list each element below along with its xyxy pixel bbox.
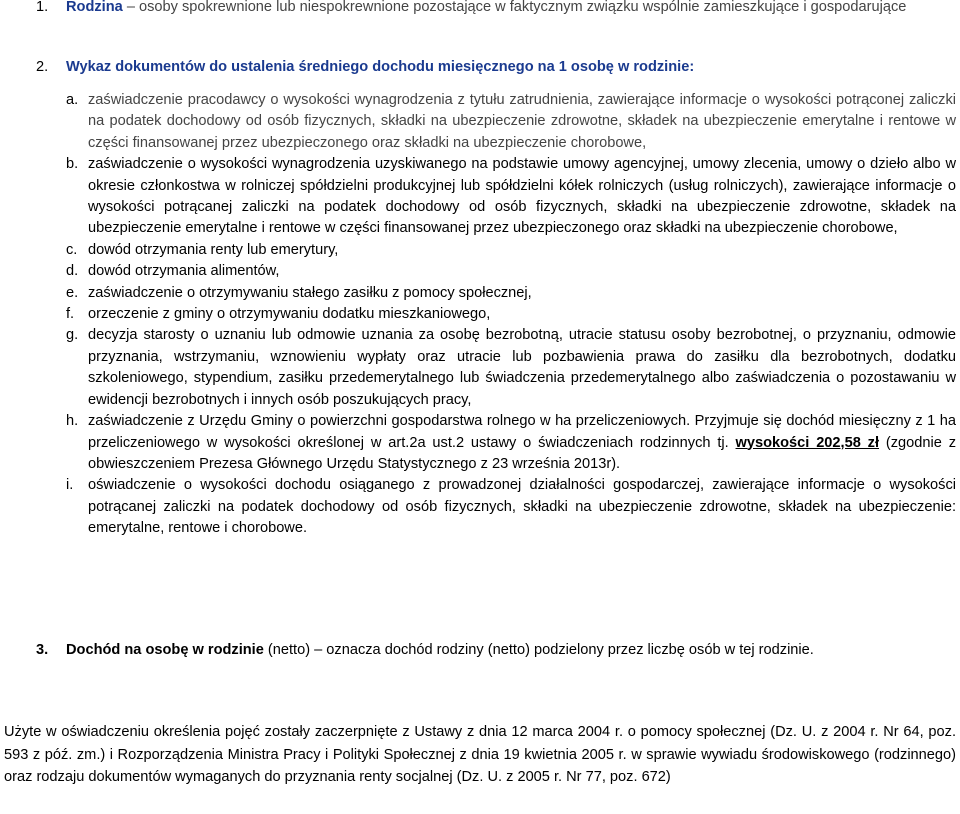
list-item bbox=[66, 261, 956, 282]
list-item bbox=[66, 325, 956, 411]
section-2-number: 2. bbox=[36, 59, 49, 75]
section-2 bbox=[36, 57, 956, 78]
list-item-letter: e. bbox=[66, 284, 79, 301]
list-item-text: dowód otrzymania renty lub emerytury, bbox=[88, 241, 339, 258]
list-item-text: zaświadczenie pracodawcy o wysokości wynagrodzenia z tytułu zatrudnienia, zawierające informacje o wysokości potrąconej zaliczki na podatek dochodowy od osób fizycznych, składki na ubezpieczenie zdrowotne, składek na ubezpieczenie emerytalne i rentowe w części finansowanej przez ubezpieczonego oraz składki na ubezpieczenie chorobowe, bbox=[88, 92, 956, 151]
list-item-letter: f. bbox=[66, 306, 75, 323]
list-item bbox=[66, 240, 956, 261]
documents-list bbox=[66, 90, 956, 540]
list-item bbox=[66, 154, 956, 240]
list-item-text: dowód otrzymania alimentów, bbox=[88, 263, 280, 280]
section-1-text: – osoby spokrewnione lub niespokrewnione pozostające w faktycznym związku wspólnie zamieszkujące i gospodarujące bbox=[122, 0, 907, 15]
list-item-letter: c. bbox=[66, 241, 78, 258]
list-item-letter: i. bbox=[66, 477, 74, 494]
section-3-title: Dochód na osobę w rodzinie bbox=[66, 642, 264, 658]
list-item bbox=[66, 411, 956, 475]
list-item-text: zaświadczenie o wysokości wynagrodzenia uzyskiwanego na podstawie umowy agencyjnej, umowy zlecenia, umowy o dzieło albo w okresie członkostwa w rolniczej spółdzielni produkcyjnej lub spółdzielni kółek rolniczych (usług rolniczych), zawierające informacje o wysokości potrącanej zaliczki na podatek dochodowy od osób fizycznych, składki na ubezpieczenie zdrowotne, składek na ubezpieczenie emerytalne i rentowe w części finansowanej przez ubezpieczonego oraz składki na ubezpieczenie chorobowe, bbox=[88, 156, 956, 237]
list-item-text: oświadczenie o wysokości dochodu osiąganego z prowadzonej działalności gospodarczej, zawierające informacje o wysokości potrącanej zaliczki na podatek dochodowy od osób fizycznych, składki na ubezpieczenie zdrowotne, składek na ubezpieczenie: emerytalne, rentowe i chorobowe. bbox=[88, 477, 956, 537]
list-item-text: orzeczenie z gminy o otrzymywaniu dodatku mieszkaniowego, bbox=[88, 306, 491, 323]
section-1-number: 1. bbox=[36, 0, 49, 15]
section-3-number: 3. bbox=[36, 642, 49, 658]
list-item-letter: g. bbox=[66, 327, 79, 344]
list-item bbox=[66, 304, 956, 325]
list-item-text: decyzja starosty o uznaniu lub odmowie uznania za osobę bezrobotną, utracie statusu osoby bezrobotnej, o przyznaniu, odmowie przyznania, wstrzymaniu, wznowieniu wypłaty oraz utracie lub pozbawienia prawa do zasiłku dla bezrobotnych, dodatku szkoleniowego, stypendium, zasiłku przedemerytalnego lub świadczenia przedemerytalnego albo zaświadczenia o pozostawaniu w ewidencji bezrobotnych i innych osób poszukujących pracy, bbox=[88, 327, 956, 408]
list-item bbox=[66, 283, 956, 304]
list-item-letter: a. bbox=[66, 92, 79, 108]
list-item-text-before: zaświadczenie z Urzędu Gminy o powierzchni gospodarstwa rolnego w ha przeliczeniowych. Przyjmuje się dochód miesięczny z 1 ha przeliczeniowego w wysokości określonej w art.2a ust.2 ustawy o świadczeniach rodzinnych tj. bbox=[88, 413, 956, 451]
list-item-text: zaświadczenie o otrzymywaniu stałego zasiłku z pomocy społecznej, bbox=[88, 284, 532, 301]
income-amount-highlight: wysokości 202,58 zł bbox=[735, 434, 880, 451]
section-2-body bbox=[66, 57, 956, 78]
list-item-letter: h. bbox=[66, 413, 79, 430]
section-1-body bbox=[66, 0, 956, 18]
section-2-title: Wykaz dokumentów do ustalenia średniego dochodu miesięcznego na 1 osobę w rodzinie: bbox=[66, 59, 695, 75]
section-1 bbox=[36, 0, 956, 18]
section-3-body bbox=[66, 640, 956, 661]
section-3-text: (netto) – oznacza dochód rodziny (netto) podzielony przez liczbę osób w tej rodzinie. bbox=[263, 642, 814, 658]
list-item-text-after: (zgodnie z obwieszczeniem Prezesa Głównego Urzędu Statystycznego z 23 września 2013r). bbox=[88, 434, 957, 472]
list-item bbox=[66, 475, 956, 539]
list-item-letter: d. bbox=[66, 263, 79, 280]
legal-footnote: Użyte w oświadczeniu określenia pojęć zostały zaczerpnięte z Ustawy z dnia 12 marca 2004 r. o pomocy społecznej (Dz. U. z 2004 r. Nr 64, poz. 593 z póź. zm.) i Rozporządzenia Ministra Pracy i Polityki Społecznej z dnia 19 kwietnia 2005 r. w sprawie wywiadu środowiskowego (rodzinnego) oraz rodzaju dokumentów wymaganych do przyznania renty socjalnej (Dz. U. z 2005 r. Nr 77, poz. 672) bbox=[4, 724, 956, 785]
section-1-title: Rodzina bbox=[66, 0, 123, 15]
section-3 bbox=[36, 640, 956, 661]
list-item-letter: b. bbox=[66, 156, 79, 173]
list-item bbox=[66, 90, 956, 154]
